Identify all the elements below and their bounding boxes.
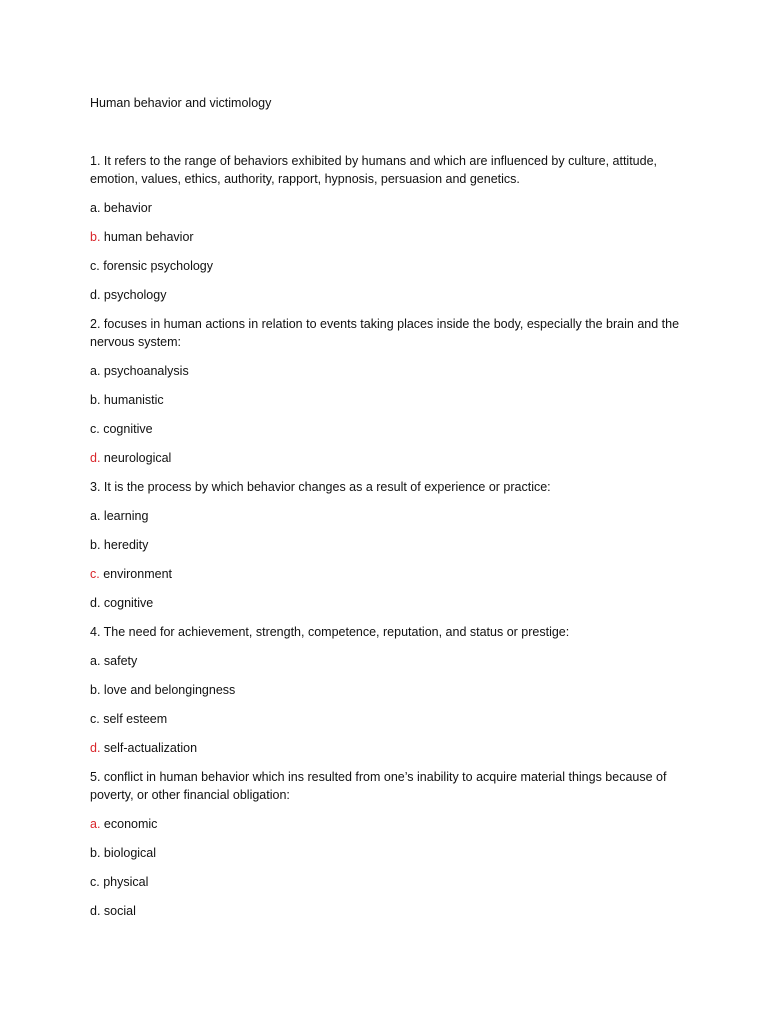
- option-1d: [90, 286, 690, 304]
- option-2a: [90, 362, 690, 380]
- option-letter: a.: [90, 364, 101, 378]
- option-4b: [90, 681, 690, 699]
- option-4d: [90, 739, 690, 757]
- question-5-text: 5. conflict in human behavior which ins resulted from one’s inability to acquire material things because of poverty, or other financial obligation:: [90, 770, 667, 802]
- option-text: psychoanalysis: [103, 364, 189, 378]
- option-text: cognitive: [103, 422, 153, 436]
- option-text: love and belongingness: [103, 683, 236, 697]
- option-letter: c.: [90, 712, 100, 726]
- option-letter: c.: [90, 259, 100, 273]
- option-letter: d.: [90, 596, 101, 610]
- option-letter: a.: [90, 201, 101, 215]
- question-2-text: 2. focuses in human actions in relation to events taking places inside the body, especially the brain and the nervous system:: [90, 317, 680, 349]
- option-5a: [90, 815, 690, 833]
- option-letter: d.: [90, 288, 101, 302]
- answer-letter: c.: [90, 567, 100, 581]
- option-letter: b.: [90, 846, 101, 860]
- option-letter: b.: [90, 393, 101, 407]
- option-text: biological: [103, 846, 157, 860]
- option-text: physical: [103, 875, 149, 889]
- option-2d: [90, 449, 690, 467]
- option-4a: [90, 652, 690, 670]
- option-text: self esteem: [103, 712, 168, 726]
- option-5b: [90, 844, 690, 862]
- option-4c: [90, 710, 690, 728]
- option-text: environment: [103, 567, 173, 581]
- option-letter: c.: [90, 422, 100, 436]
- option-5d: [90, 902, 690, 920]
- option-5c: [90, 873, 690, 891]
- option-text: safety: [103, 654, 138, 668]
- question-1-text: 1. It refers to the range of behaviors exhibited by humans and which are influenced by culture, attitude, emotion, values, ethics, authority, rapport, hypnosis, persuasion and genetics.: [90, 154, 658, 186]
- option-2c: [90, 420, 690, 438]
- option-1b: [90, 228, 690, 246]
- option-3a: [90, 507, 690, 525]
- option-text: social: [103, 904, 136, 918]
- option-2b: [90, 391, 690, 409]
- option-3d: [90, 594, 690, 612]
- answer-letter: b.: [90, 230, 101, 244]
- option-text: humanistic: [103, 393, 164, 407]
- option-text: human behavior: [103, 230, 194, 244]
- option-text: self-actualization: [103, 741, 198, 755]
- question-3-text: 3. It is the process by which behavior changes as a result of experience or practice:: [90, 480, 551, 494]
- option-3b: [90, 536, 690, 554]
- document-page: [90, 94, 690, 931]
- option-1c: [90, 257, 690, 275]
- option-text: heredity: [103, 538, 149, 552]
- option-text: behavior: [103, 201, 152, 215]
- option-letter: a.: [90, 509, 101, 523]
- option-1a: [90, 199, 690, 217]
- option-letter: d.: [90, 904, 101, 918]
- option-text: neurological: [103, 451, 172, 465]
- option-3c: [90, 565, 690, 583]
- question-4-text: 4. The need for achievement, strength, competence, reputation, and status or prestige:: [90, 625, 570, 639]
- option-text: psychology: [103, 288, 167, 302]
- option-text: forensic psychology: [103, 259, 213, 273]
- option-letter: c.: [90, 875, 100, 889]
- option-text: economic: [103, 817, 158, 831]
- option-letter: b.: [90, 538, 101, 552]
- answer-letter: d.: [90, 451, 101, 465]
- option-text: cognitive: [103, 596, 154, 610]
- answer-letter: d.: [90, 741, 101, 755]
- document-title: Human behavior and victimology: [90, 96, 272, 110]
- option-text: learning: [103, 509, 149, 523]
- option-letter: b.: [90, 683, 101, 697]
- answer-letter: a.: [90, 817, 101, 831]
- option-letter: a.: [90, 654, 101, 668]
